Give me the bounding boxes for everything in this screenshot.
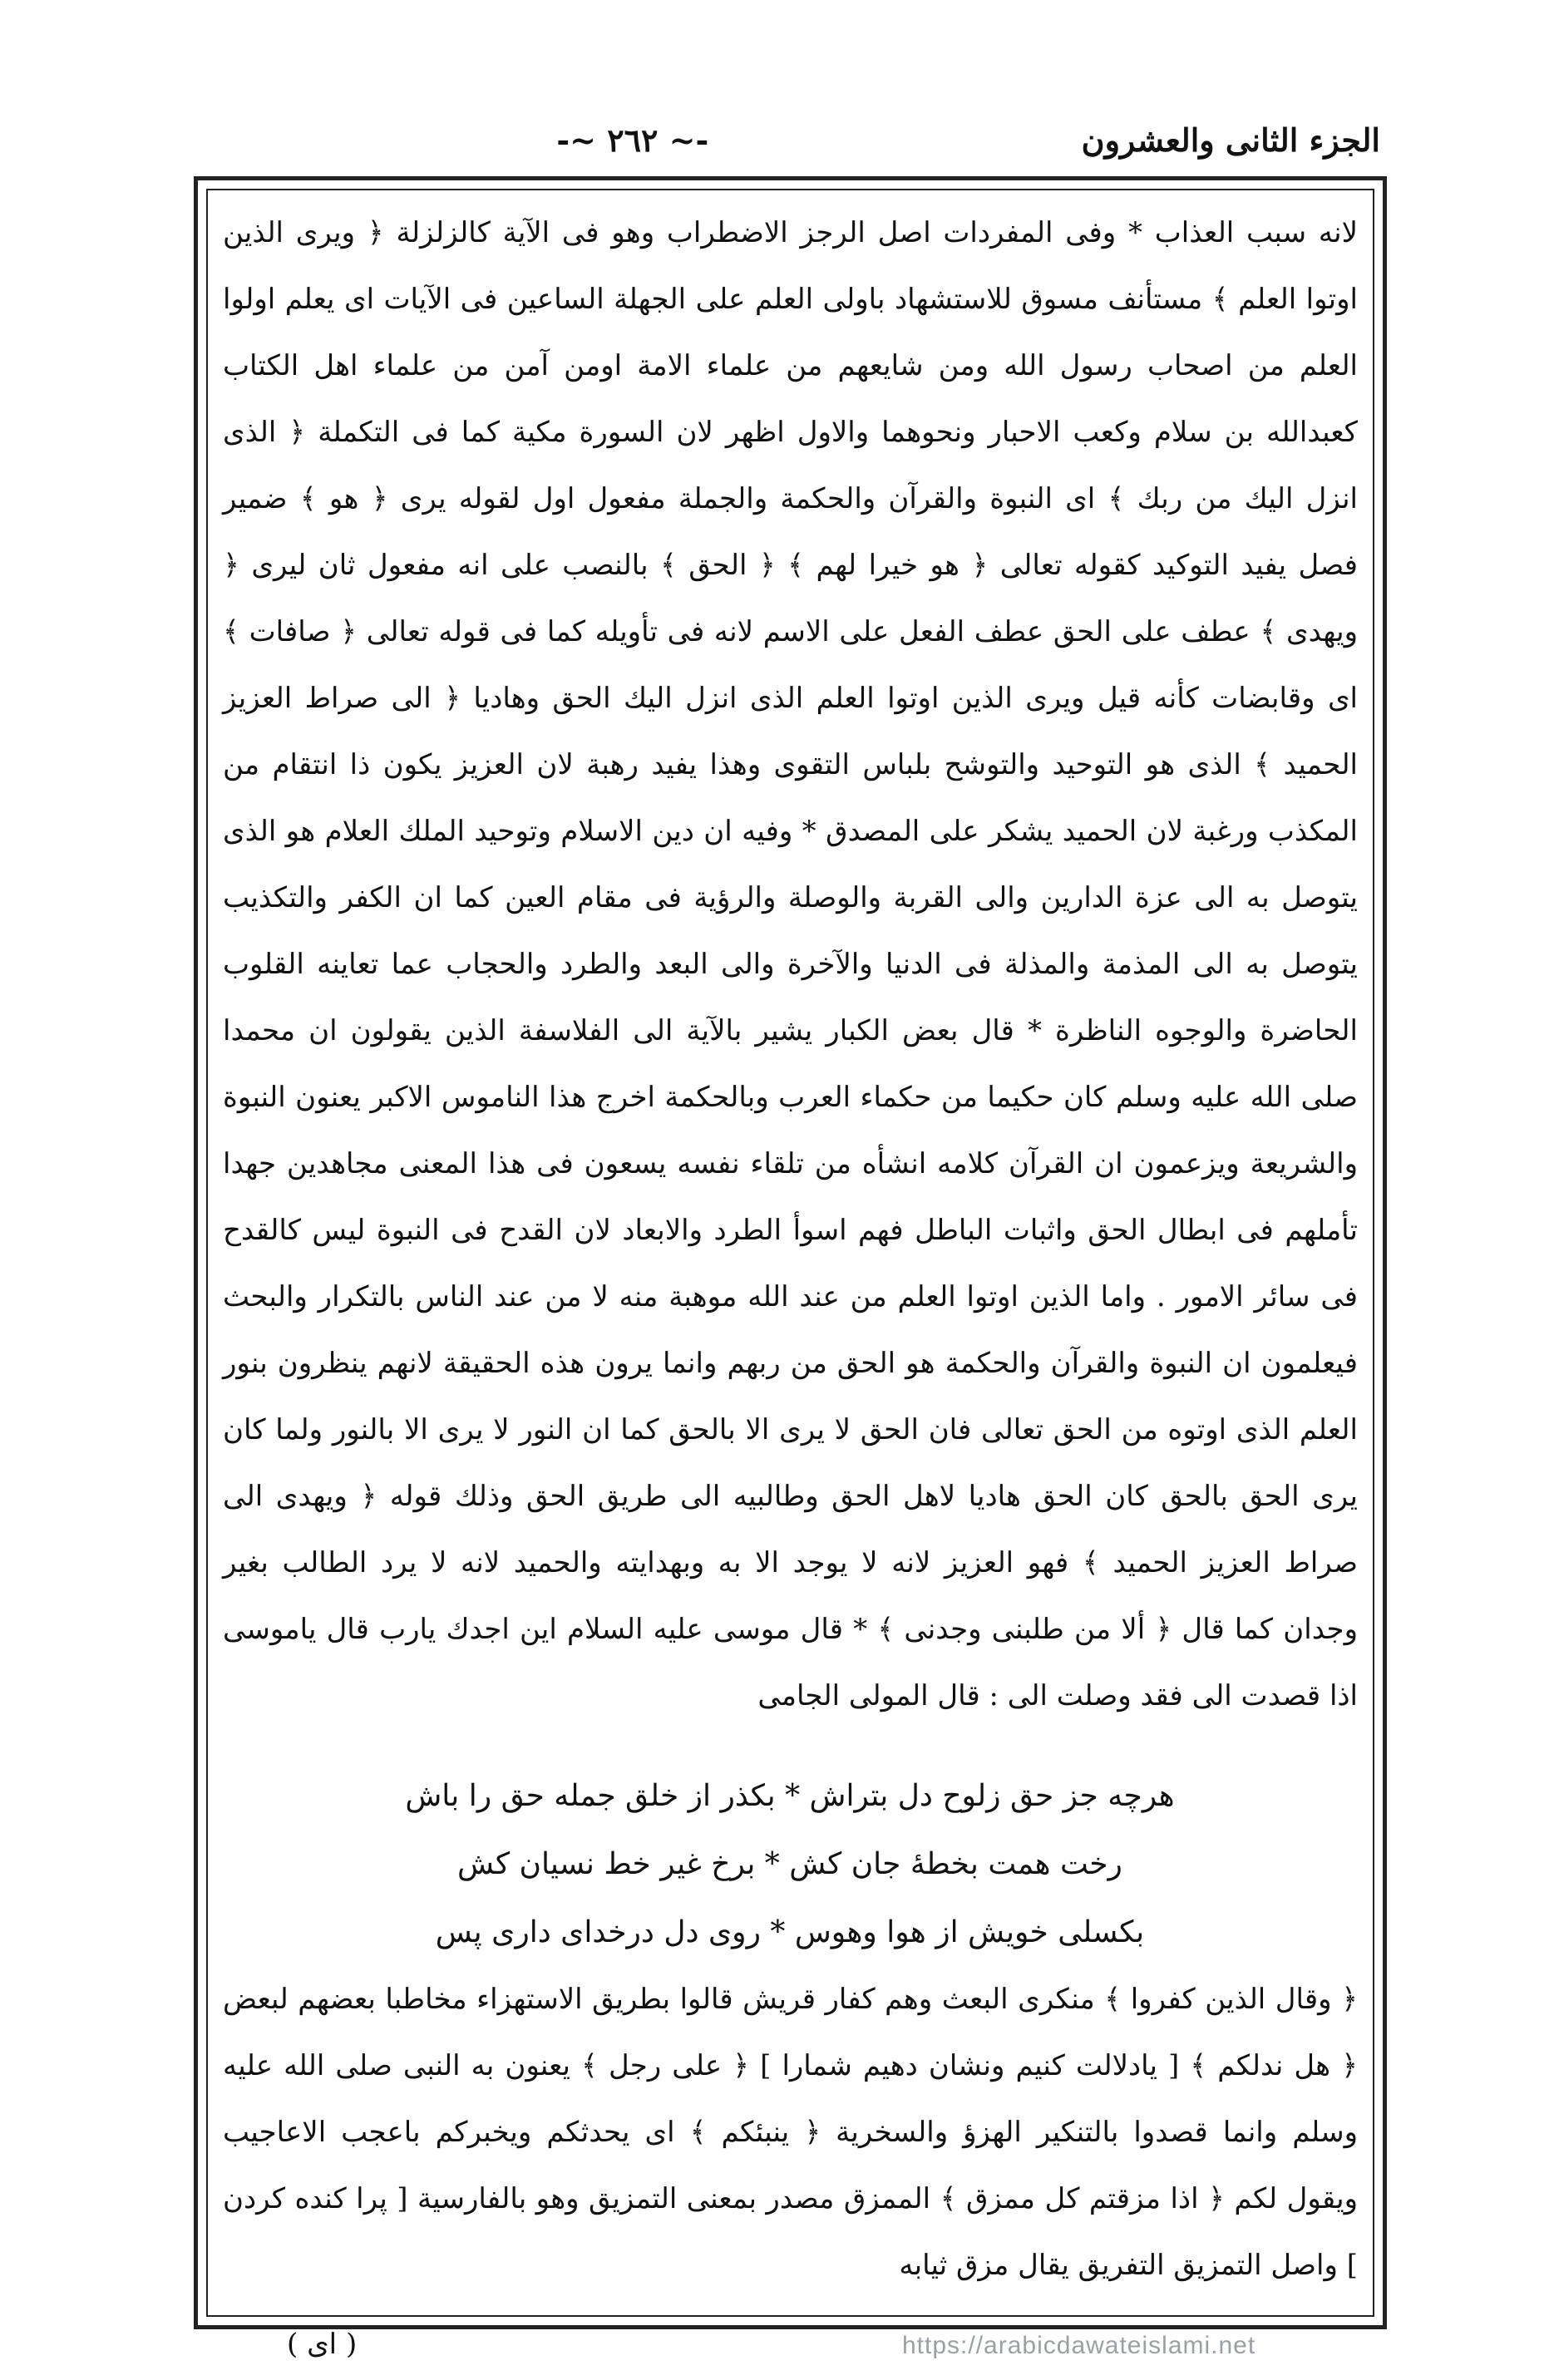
commentary-paragraph-2: ﴿ وقال الذين كفروا ﴾ منكرى البعث وهم كفار قريش قالوا بطريق الاستهزاء مخاطبا بعضهم لبعض ﴿ هل ندلكم ﴾ [ يادلالت كنيم ونشان دهيم شمارا ] ﴿ على رجل ﴾ يعنون به النبى صلى الله عليه وسلم وانما قصدوا بالتنكير الهزؤ والسخرية ﴿ ينبئكم ﴾ اى يحدثكم ويخبركم باعجب الاعاجيب ويقول لكم ﴿ اذا مزقتم كل ممزق ﴾ الممزق مصدر بمعنى التمزيق وهو بالفارسية [ پرا كنده كردن ] واصل التمزيق التفريق يقال مزق ثيابه — [223, 1983, 1358, 2282]
poetry-verse: هرچه جز حق زلوح دل بتراش * بكذر از خلق جمله حق را باش — [405, 1779, 1175, 1813]
page-number: -~ ٢٦٢ ~- — [556, 121, 709, 159]
page-header — [183, 115, 1380, 165]
poetry-verse: بكسلى خويش از هوا وهوس * روى دل درخداى دارى پس — [435, 1915, 1145, 1949]
poetry-block — [274, 1762, 1305, 1978]
catchword: ( اى ) — [287, 2328, 358, 2361]
commentary-text-continued — [223, 1966, 1358, 2315]
part-title: الجزء الثانى والعشرون — [1081, 121, 1380, 159]
commentary-paragraph-1: لانه سبب العذاب * وفى المفردات اصل الرجز الاضطراب وهو فى الآية كالزلزلة ﴿ ويرى الذين اوتوا العلم ﴾ مستأنف مسوق للاستشهاد باولى العلم على الجهلة الساعين فى الآيات اى يعلم اولوا العلم من اصحاب رسول الله ومن شايعهم من علماء الامة اومن آمن من علماء اهل الكتاب كعبدالله بن سلام وكعب الاحبار ونحوهما والاول اظهر لان السورة مكية كما فى التكملة ﴿ الذى انزل اليك من ربك ﴾ اى النبوة والقرآن والحكمة والجملة مفعول اول لقوله يرى ﴿ هو ﴾ ضمير فصل يفيد التوكيد كقوله تعالى ﴿ هو خيرا لهم ﴾ ﴿ الحق ﴾ بالنصب على انه مفعول ثان ليرى ﴿ ويهدى ﴾ عطف على الحق عطف الفعل على الاسم لانه فى تأويله كما فى قوله تعالى ﴿ صافات ﴾ اى وقابضات كأنه قيل ويرى الذين اوتوا العلم الذى انزل اليك الحق وهاديا ﴿ الى صراط العزيز الحميد ﴾ الذى هو التوحيد والتوشح بلباس التقوى وهذا يفيد رهبة لان العزيز يكون ذا انتقام من المكذب ورغبة لان الحميد يشكر على المصدق * وفيه ان دين الاسلام وتوحيد الملك العلام هو الذى يتوصل به الى عزة الدارين والى القربة والوصلة والرؤية فى مقام العين كما ان الكفر والتكذيب يتوصل به الى المذمة والمذلة فى الدنيا والآخرة والى البعد والطرد والحجاب عما تعاينه القلوب الحاضرة والوجوه الناظرة * قال بعض الكبار يشير بالآية الى الفلاسفة الذين يقولون ان محمدا صلى الله عليه وسلم كان حكيما من حكماء العرب وبالحكمة اخرج هذا الناموس الاكبر يعنون النبوة والشريعة ويزعمون ان القرآن كلامه انشأه من تلقاء نفسه يسعون فى هذا المعنى مجاهدين جهدا تأملهم فى ابطال الحق واثبات الباطل فهم اسوأ الطرد والابعاد لان القدح فى النبوة ليس كالقدح فى سائر الامور . واما الذين اوتوا العلم من عند الله موهبة منه لا من عند الناس بالتكرار والبحث فيعلمون ان النبوة والقرآن والحكمة هو الحق من ربهم وانما يرون هذه الحقيقة لانهم ينظرون بنور العلم الذى اوتوه من الحق تعالى فان الحق لا يرى الا بالحق كما ان النور لا يرى الا بالنور ولما كان يرى الحق بالحق كان الحق هاديا لاهل الحق وطالبيه الى طريق الحق وذلك قوله ﴿ ويهدى الى صراط العزيز الحميد ﴾ فهو العزيز لانه لا يوجد الا به وبهدايته والحميد لانه لا يرد الطالب بغير وجدان كما قال ﴿ ألا من طلبنى وجدنى ﴾ * قال موسى عليه السلام اين اجدك يارب قال ياموسى اذا قصدت الى فقد وصلت الى : قال المولى الجامى — [223, 216, 1358, 1712]
watermark-url: https://arabicdawateislami.net — [902, 2332, 1256, 2359]
poetry-verse: رخت همت بخطهٔ جان كش * برخ غير خط نسيان كش — [457, 1847, 1122, 1881]
commentary-text — [223, 200, 1358, 1762]
